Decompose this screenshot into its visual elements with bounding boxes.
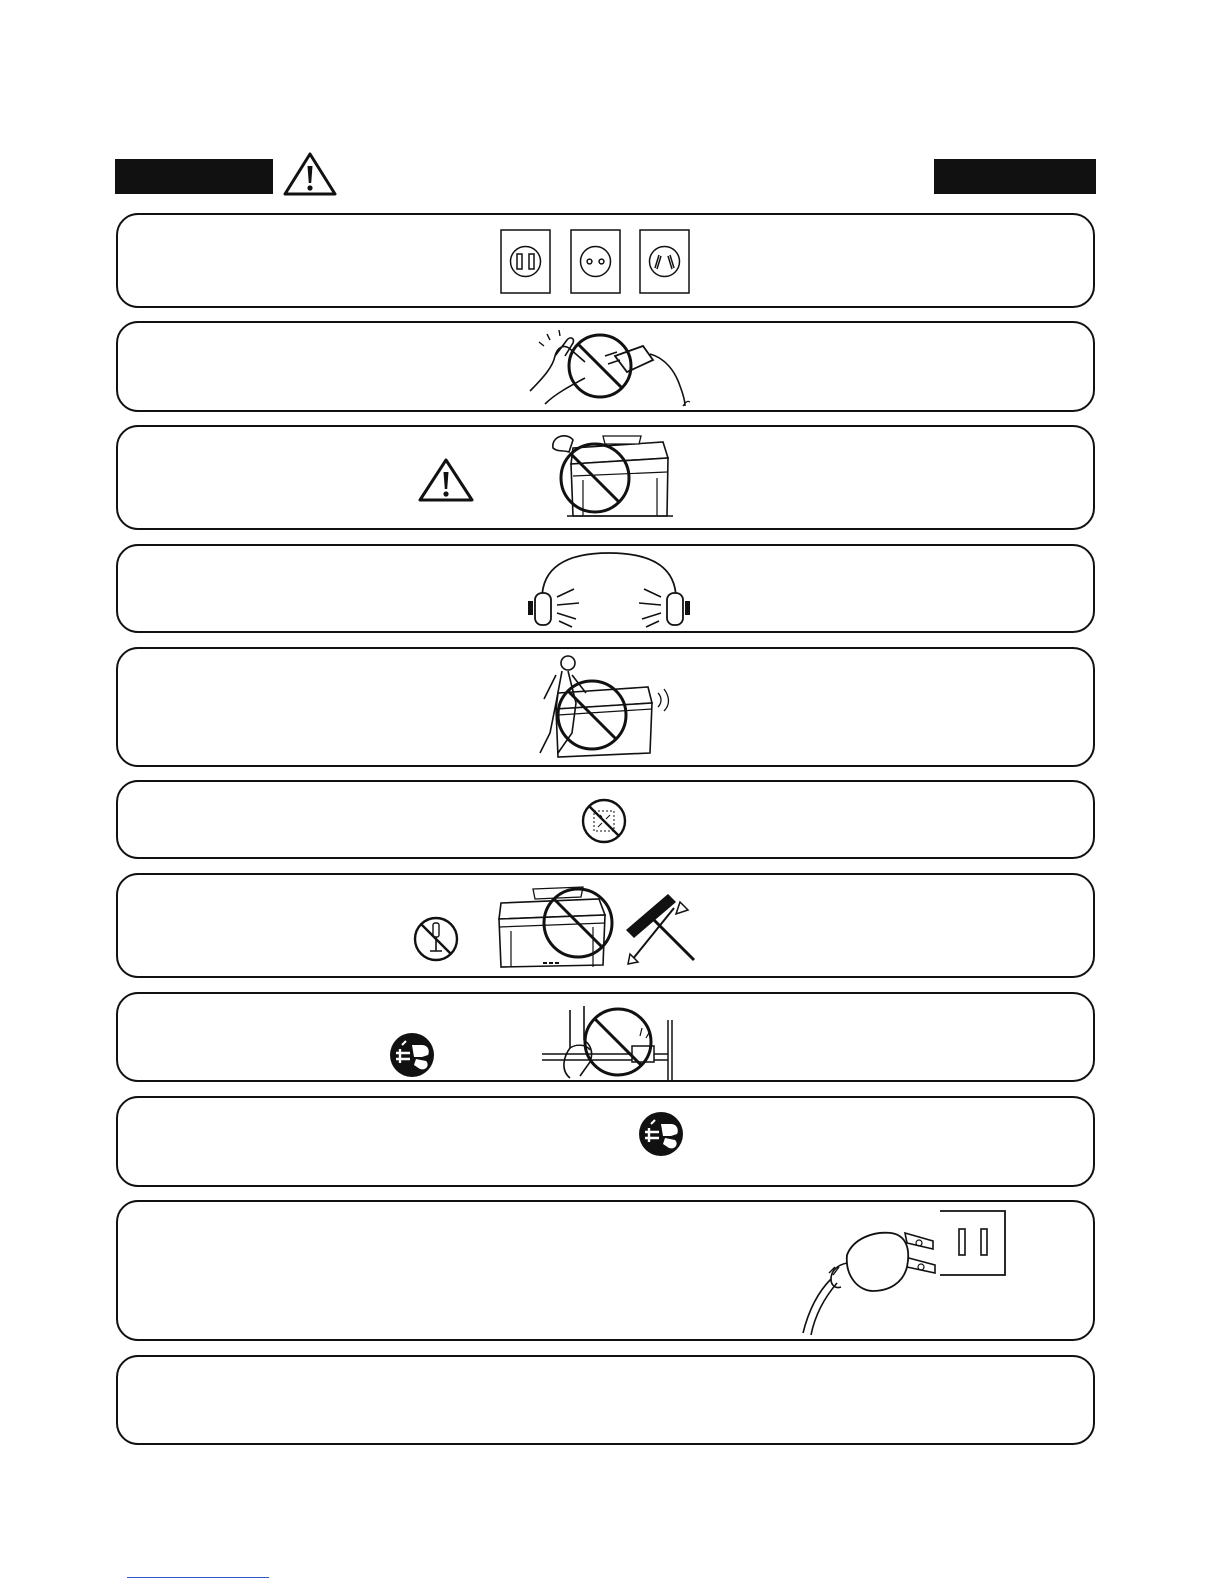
- panel-blank-note: [116, 1355, 1095, 1445]
- pull-cord-prohibited-icon: [540, 1000, 680, 1080]
- outlet-two-round-icon: [570, 229, 621, 294]
- warning-triangle-icon: [282, 151, 338, 197]
- header-right-bar: [934, 159, 1096, 194]
- headphones-loud-icon: [524, 549, 694, 629]
- no-disassembly-icon: [580, 797, 628, 845]
- outlet-angled-icon: [639, 229, 690, 294]
- header-left-bar: [115, 159, 273, 194]
- no-screwdriver-icon: [412, 915, 460, 963]
- unplug-plug-icon: [637, 1110, 685, 1158]
- tools-icon: [620, 890, 698, 965]
- panel-unplug-when-unused: [116, 1096, 1095, 1187]
- wet-hand-plug-prohibited-icon: [525, 326, 695, 408]
- warning-triangle-icon: [417, 457, 475, 503]
- plug-and-outlet-icon: [795, 1205, 1015, 1338]
- outlet-two-flat-icon: [500, 229, 551, 294]
- footer-link-underline[interactable]: [127, 1577, 269, 1578]
- piano-modification-prohibited-icon: [493, 883, 618, 973]
- unplug-plug-icon: [388, 1031, 436, 1079]
- person-leaning-prohibited-icon: [528, 653, 678, 763]
- liquid-on-piano-prohibited-icon: [543, 430, 673, 525]
